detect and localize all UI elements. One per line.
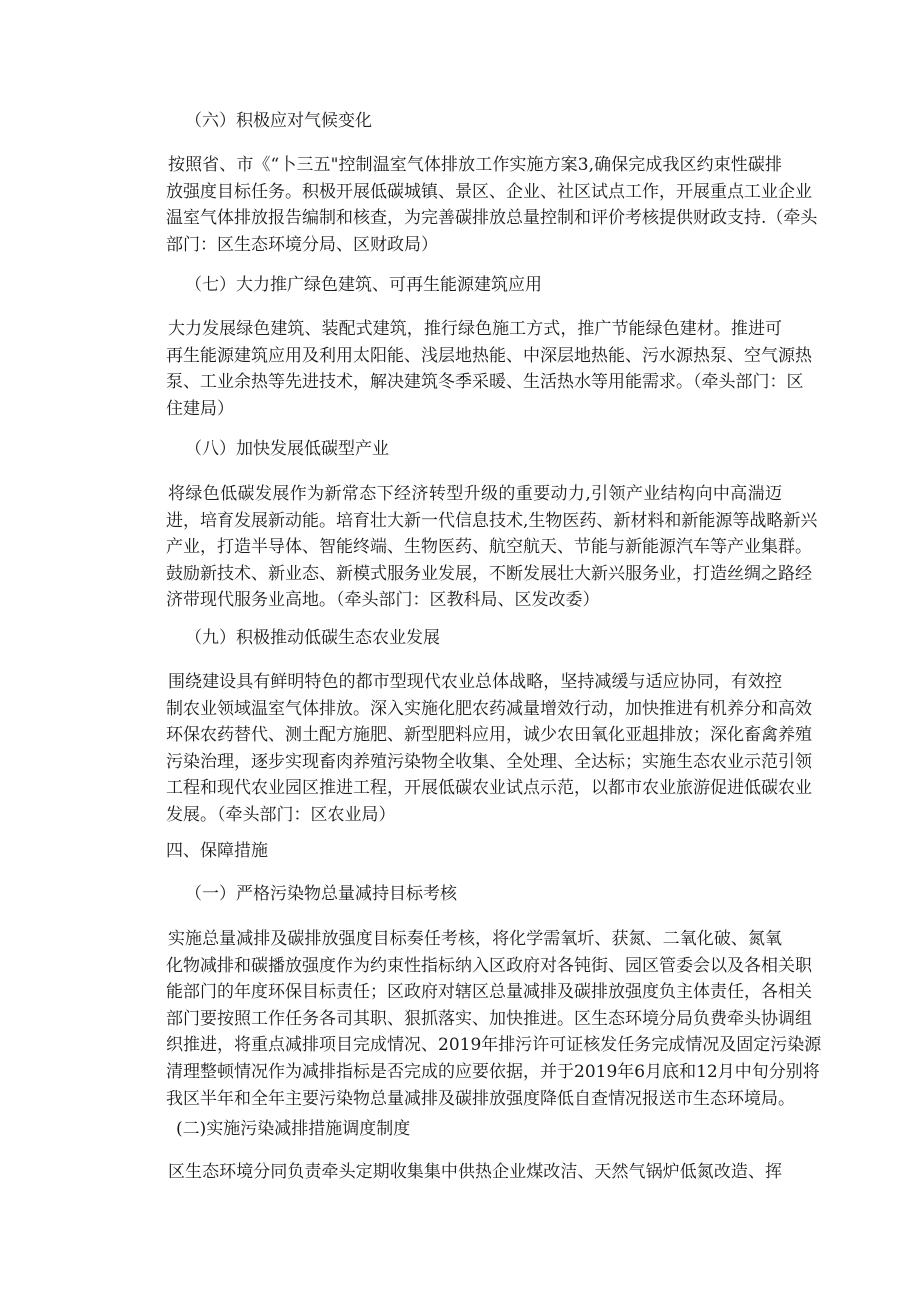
text-line: 进，培育发展新动能。培育壮大新一代信息技术,生物医药、新材料和新能源等战略新兴 bbox=[166, 510, 818, 531]
section-heading-7: （七）大力推广绿色建筑、可再生能源建筑应用 bbox=[185, 275, 542, 295]
text-line: 鼓励新技术、新业态、新模式服务业发展，不断发展壮大新兴服务业，打造丝绸之路经 bbox=[166, 563, 812, 584]
text-line: 织推进，将重点减排项目完成情况、2019年排污许可证核发任务完成情况及固定污染源 bbox=[166, 1035, 822, 1056]
text-line: 工程和现代农业园区推进工程，开展低碳农业试点示范，以都市农业旅游促进低碳农业 bbox=[166, 778, 812, 799]
section-heading-1: （一）严格污染物总量减持目标考核 bbox=[185, 884, 457, 904]
text-line: 部门要按照工作任务各司其职、狠抓落实、加快推进。区生态环境分局负费牵头协调组 bbox=[166, 1008, 812, 1029]
text-line: 温室气体排放报告编制和核查，为完善碳排放总量控制和评价考核提供财政支持.（牵头 bbox=[166, 208, 818, 229]
section-heading-2: (二)实施污染减排措施调度制度 bbox=[176, 1119, 411, 1139]
text-line: 济带现代服务业高地。（牵头部门：区教科局、区发改委） bbox=[166, 590, 600, 611]
text-line: 化物减排和碳播放强度作为约束性指标纳入区政府对各钝街、园区管委会以及各相关职 bbox=[166, 955, 812, 976]
text-line: 产业，打造半导体、智能终端、生物医药、航空航天、节能与新能源汽车等产业集群。 bbox=[166, 537, 812, 558]
text-line: 清理整顿情况作为减排指标是否完成的应要依据，并于2019年6月底和12月中旬分别将 bbox=[166, 1061, 820, 1082]
section-paragraph-7 bbox=[166, 316, 812, 422]
text-line: 大力发展绿色建筑、装配式建筑，推行绿色施工方式，推广节能绿色建材。推进可 bbox=[168, 319, 782, 339]
section-paragraph-2 bbox=[166, 1159, 782, 1186]
text-line: 能部门的年度环保目标责任；区政府对辖区总量减排及碳排放强度负主体责任，各相关 bbox=[166, 982, 812, 1003]
section-heading-8: （八）加快发展低碳型产业 bbox=[185, 439, 389, 459]
section-paragraph-9 bbox=[166, 669, 812, 829]
section-paragraph-8 bbox=[166, 481, 818, 614]
text-line: 围绕建设具有鲜明特色的都市型现代农业总体战略，坚持减缓与适应协同，有效控 bbox=[168, 672, 782, 692]
section-paragraph-1 bbox=[166, 926, 822, 1112]
text-line: 区生态环境分同负责牵头定期收集集中供热企业煤改洁、天然气锅炉低氮改造、挥 bbox=[168, 1162, 782, 1182]
text-line: 部门：区生态环境分局、区财政局） bbox=[166, 234, 438, 255]
text-line: 我区半年和全年主要污染物总量减排及碳排放强度降低自查情况报送市生态环境局。 bbox=[166, 1088, 795, 1109]
chapter-heading-4: 四、保障措施 bbox=[166, 841, 268, 861]
text-line: 发展。（牵头部门：区农业局） bbox=[166, 804, 396, 825]
text-line: 将绿色低碳发展作为新常态下经济转型升级的重要动力,引领产业结构向中高湍迈 bbox=[168, 484, 782, 504]
section-heading-9: （九）积极推动低碳生态农业发展 bbox=[185, 628, 440, 648]
text-line: 放强度目标任务。积极开展低碳城镇、景区、企业、社区试点工作，开展重点工业企业 bbox=[166, 181, 812, 202]
text-line: 实施总量减排及碳排放强度目标奏任考核，将化学需氧圻、获氮、二氧化破、氮氧 bbox=[168, 929, 782, 949]
text-line: 住建局） bbox=[166, 398, 234, 419]
text-line: 污染治理，逐步实现畜肉养殖污染物全收集、全处理、全达标；实施生态农业示范引领 bbox=[166, 751, 812, 772]
text-line: 再生能源建筑应用及利用太阳能、浅层地热能、中深层地热能、污水源热泵、空气源热 bbox=[166, 345, 812, 366]
text-line: 环保农药替代、测土配方施肥、新型肥料应用，诚少农田氧化亚趄排放；深化畜禽养殖 bbox=[166, 725, 812, 746]
section-paragraph-6 bbox=[166, 152, 818, 258]
text-line: 按照省、市《“卜三五"控制温室气体排放工作实施方案3,确保完成我区约束性碳排 bbox=[168, 155, 782, 175]
text-line: 泵、工业余热等先进技术，解决建筑冬季采暖、生活热水等用能需求。（牵头部门：区 bbox=[166, 372, 804, 393]
section-heading-6: （六）积极应对气候变化 bbox=[185, 111, 372, 131]
text-line: 制农业领域温室气体排放。深入实施化肥农药减量增效行动，加快推进有机养分和高效 bbox=[166, 698, 812, 719]
